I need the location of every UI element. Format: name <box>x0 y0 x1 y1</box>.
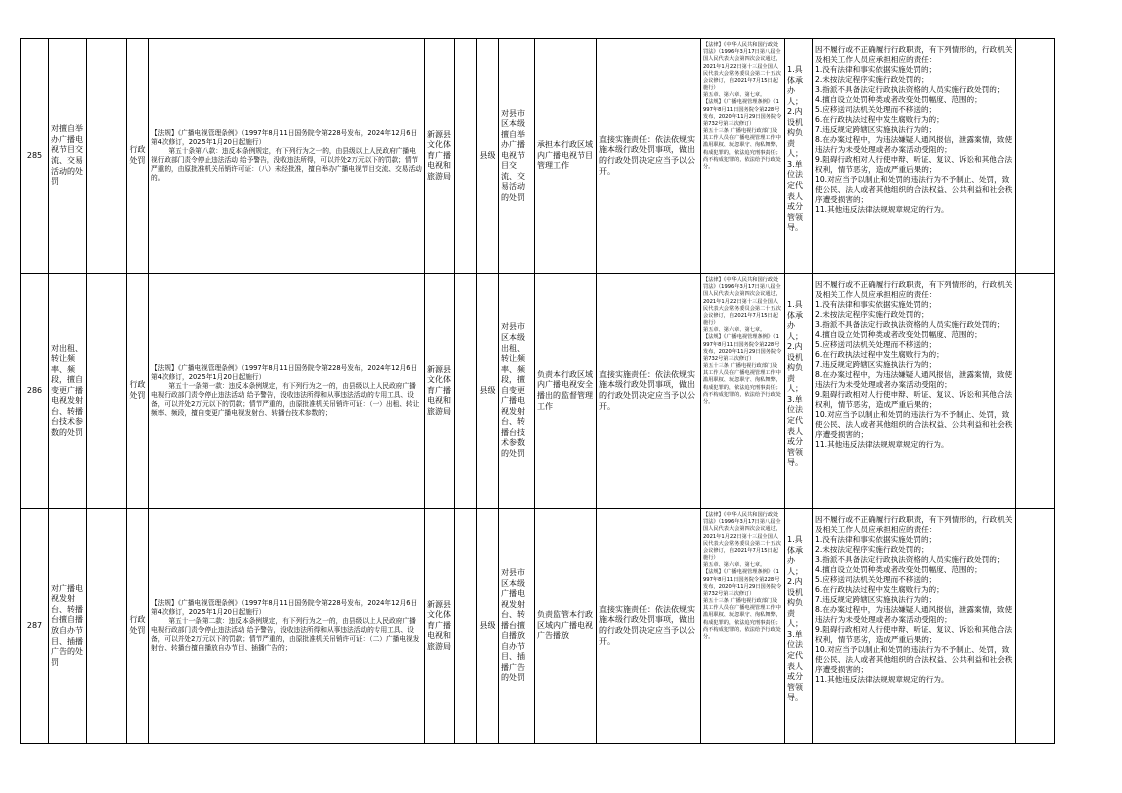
basis-paragraph: 【法规】《广播电视管理条例》（1997年8月11日国务院令第228号发布，2024年12月6日第4次修订，2025年1月20日起施行） <box>151 129 418 147</box>
responsibility-item: 直接实施责任：依法依规实施本级行政处罚事项，做出的行政处罚决定应当予以公开。 <box>597 509 701 744</box>
accountability-law <box>701 39 785 274</box>
subject-line: 3.单位法定代表人或分管领导。 <box>787 394 803 468</box>
responsible-subjects <box>785 39 813 274</box>
blank-cell <box>87 274 127 509</box>
item-name: 对广播电视发射台、转播台擅自播放自办节目、插播广告的处罚 <box>49 509 87 744</box>
accountability-line: 8.在办案过程中，为违法嫌疑人通风报信，泄露案情，致使违法行为未受处理或者办案活动受阻的； <box>815 135 1013 155</box>
accountability-line: 10.对应当予以制止和处罚的违法行为不予制止、处罚，致使公民、法人或者其他组织的合法权益、公共利益和社会秩序遭受损害的； <box>815 645 1013 675</box>
law-paragraph: 【法律】《中华人民共和国行政处罚法》（1996年3月17日第八届全国人民代表大会第四次会议通过，2021年1月22日第十三届全国人民代表大会常务委员会第二十五次会议修订，自2021年7月15日起施行） <box>703 512 781 562</box>
remarks-cell <box>1016 274 1055 509</box>
exercise-level: 县级 <box>477 39 499 274</box>
legal-basis <box>149 509 425 744</box>
accountability-line: 7.违反规定跨辖区实施执法行为的； <box>815 360 937 370</box>
basis-paragraph: 第五十条第八款：违反本条例规定，有下列行为之一的，由县级以上人民政府广播电视行政部门责令停止违法活动 给予警告，没收违法所得，可以并处2万元以下的罚款；情节严重的，由原批准机关吊销许可证：（八）未经批准，擅自举办广播电视节目交流、交易活动的。 <box>151 147 422 182</box>
accountability-line: 因不履行或不正确履行行政职责，有下列情形的，行政机关及相关工作人员应承担相应的责任： <box>815 45 1013 65</box>
table-row <box>21 39 1055 274</box>
accountability-line: 6.在行政执法过程中发生腐败行为的； <box>815 585 944 595</box>
basis-paragraph: 第五十一条第二款：违反本条例规定，有下列行为之一的，由县级以上人民政府广播电视行政部门责令停止违法活动 给予警告，没收违法所得和从事违法活动的专用工具、设备，可以并处2万元以下的罚款；情节严重的，由原批准机关吊销许可证：（二）广播电视发射台、转播台擅自播放自办节目、插播广告的； <box>151 617 420 652</box>
accountability-line: 1.没有法律和事实依据实施处罚的； <box>815 535 937 545</box>
subject-line: 2.内设机构负责人； <box>787 342 803 394</box>
legal-basis <box>149 39 425 274</box>
accountability-line: 7.违反规定跨辖区实施执法行为的； <box>815 125 937 135</box>
law-paragraph: 【法律】《中华人民共和国行政处罚法》（1996年3月17日第八届全国人民代表大会第四次会议通过，2021年1月22日第十三届全国人民代表大会常务委员会第二十五次会议修订，自2021年7月15日起施行） <box>703 277 781 327</box>
accountability-line: 10.对应当予以制止和处罚的违法行为不予制止、处罚，致使公民、法人或者其他组织的合法权益、公共利益和社会秩序遭受损害的； <box>815 175 1013 205</box>
table-row <box>21 509 1055 744</box>
accountability-line: 4.擅自设立处罚种类或者改变处罚幅度、范围的； <box>815 565 982 575</box>
accountability-line: 2.未按法定程序实施行政处罚的； <box>815 310 929 320</box>
responsible-subjects <box>785 509 813 744</box>
accountability-line: 9.阻碍行政相对人行使申辩、听证、复议、诉讼和其他合法权利，情节恶劣，造成严重后果的； <box>815 625 1013 645</box>
accountability-line: 4.擅自设立处罚种类或者改变处罚幅度、范围的； <box>815 95 982 105</box>
accountability-line: 5.应移送司法机关处理而不移送的； <box>815 105 937 115</box>
row-number: 287 <box>21 509 49 744</box>
responsibility-item: 直接实施责任：依法依规实施本级行政处罚事项，做出的行政处罚决定应当予以公开。 <box>597 274 701 509</box>
law-paragraph: 【法规】《广播电视管理条例》（1997年8月11日国务院令第228号发布，2020年11月29日国务院令第732号第三次修订） <box>703 99 782 127</box>
accountability-law <box>701 509 785 744</box>
law-paragraph: 【法规】《广播电视管理条例》（1997年8月11日国务院令第228号发布，2020年11月29日国务院令第732号第三次修订） <box>703 569 782 597</box>
accountability-line: 1.没有法律和事实依据实施处罚的； <box>815 300 937 310</box>
accountability-line: 9.阻碍行政相对人行使申辩、听证、复议、诉讼和其他合法权利，情节恶劣，造成严重后果的； <box>815 155 1013 175</box>
basis-paragraph: 【法规】《广播电视管理条例》（1997年8月11日国务院令第228号发布，2024年12月6日第4次修订，2025年1月20日起施行） <box>151 599 418 617</box>
accountability-line: 1.没有法律和事实依据实施处罚的； <box>815 65 937 75</box>
power-type: 行政处罚 <box>127 509 149 744</box>
law-paragraph: 第五十三条 广播电视行政部门及其工作人员在广播电视管理工作中滥用职权、玩忽职守、徇私舞弊，构成犯罪的，依法追究刑事责任；尚不构成犯罪的，依法给予行政处分。 <box>703 128 781 170</box>
accountability-line: 11.其他违反法律法规规章规定的行为。 <box>815 675 949 685</box>
remarks-cell <box>1016 39 1055 274</box>
responsible-subjects <box>785 274 813 509</box>
subject-line: 3.单位法定代表人或分管领导。 <box>787 159 803 233</box>
accountability-line: 因不履行或不正确履行行政职责，有下列情形的，行政机关及相关工作人员应承担相应的责任： <box>815 280 1013 300</box>
accountability-line: 10.对应当予以制止和处罚的违法行为不予制止、处罚，致使公民、法人或者其他组织的合法权益、公共利益和社会秩序遭受损害的； <box>815 410 1013 440</box>
law-paragraph: 第五十三条 广播电视行政部门及其工作人员在广播电视管理工作中滥用职权、玩忽职守、徇私舞弊，构成犯罪的，依法追究刑事责任；尚不构成犯罪的，依法给予行政处分。 <box>703 598 781 640</box>
item-name: 对擅自举办广播电视节目交流、交易活动的处罚 <box>49 39 87 274</box>
implementing-department: 新源县文化体育广播电视和旅游局 <box>425 509 455 744</box>
accountability-line: 2.未按法定程序实施行政处罚的； <box>815 75 929 85</box>
exercise-level: 县级 <box>477 509 499 744</box>
accountability-situations <box>813 509 1016 744</box>
law-paragraph: 第五章、第六章、第七章。 <box>703 327 766 334</box>
accountability-line: 7.违反规定跨辖区实施执法行为的； <box>815 595 937 605</box>
accountability-law <box>701 274 785 509</box>
row-number: 285 <box>21 39 49 274</box>
legal-basis <box>149 274 425 509</box>
implementing-department: 新源县文化体育广播电视和旅游局 <box>425 274 455 509</box>
responsibility-item: 直接实施责任：依法依规实施本级行政处罚事项，做出的行政处罚决定应当予以公开。 <box>597 39 701 274</box>
power-type: 行政处罚 <box>127 39 149 274</box>
accountability-line: 因不履行或不正确履行行政职责，有下列情形的，行政机关及相关工作人员应承担相应的责任： <box>815 515 1013 535</box>
subject-line: 3.单位法定代表人或分管领导。 <box>787 629 803 703</box>
implementing-department: 新源县文化体育广播电视和旅游局 <box>425 39 455 274</box>
responsibility-content: 负责监管本行政区域内广播电视广告播放 <box>535 509 597 744</box>
responsibility-content: 负责本行政区域内广播电视安全播出的监督管理工作 <box>535 274 597 509</box>
accountability-line: 3.指派不具备法定行政执法资格的人员实施行政处罚的； <box>815 320 1005 330</box>
item-name: 对出租、转让频率、频段，擅自变更广播电视发射台、转播台技术参数的处罚 <box>49 274 87 509</box>
responsibility-content: 承担本行政区域内广播电视节目管理工作 <box>535 39 597 274</box>
blank-cell <box>455 39 477 274</box>
subject-line: 1.具体承办人； <box>787 65 803 106</box>
blank-cell <box>87 509 127 744</box>
accountability-situations <box>813 274 1016 509</box>
power-type: 行政处罚 <box>127 274 149 509</box>
accountability-line: 4.擅自设立处罚种类或者改变处罚幅度、范围的； <box>815 330 982 340</box>
accountability-line: 5.应移送司法机关处理而不移送的； <box>815 575 937 585</box>
subject-line: 2.内设机构负责人； <box>787 577 803 629</box>
exercise-level: 县级 <box>477 274 499 509</box>
blank-cell <box>87 39 127 274</box>
basis-paragraph: 第五十一条第一款：违反本条例规定，有下列行为之一的，由县级以上人民政府广播电视行政部门责令停止违法活动 给予警告，没收违法所得和从事违法活动的专用工具、设备，可以并处2万元以下的罚款；情节严重的，由原批准机关吊销许可证：（一）出租、转让频率、频段，擅自变更广播电视发射台、转播台技术参数的； <box>151 382 420 417</box>
accountability-line: 9.阻碍行政相对人行使申辩、听证、复议、诉讼和其他合法权利，情节恶劣，造成严重后果的； <box>815 390 1013 410</box>
implementation-scope: 对县市区本级擅自举办广播电视节目交流、交易活动的处罚 <box>499 39 535 274</box>
law-paragraph: 第五章、第六章、第七章。 <box>703 92 766 99</box>
accountability-line: 6.在行政执法过程中发生腐败行为的； <box>815 115 944 125</box>
accountability-line: 8.在办案过程中，为违法嫌疑人通风报信，泄露案情，致使违法行为未受处理或者办案活动受阻的； <box>815 370 1013 390</box>
blank-cell <box>455 274 477 509</box>
accountability-line: 3.指派不具备法定行政执法资格的人员实施行政处罚的； <box>815 85 1005 95</box>
accountability-line: 3.指派不具备法定行政执法资格的人员实施行政处罚的； <box>815 555 1005 565</box>
subject-line: 2.内设机构负责人； <box>787 107 803 159</box>
law-paragraph: 【法律】《中华人民共和国行政处罚法》（1996年3月17日第八届全国人民代表大会第四次会议通过，2021年1月22日第十三届全国人民代表大会常务委员会第二十五次会议修订，自2021年7月15日起施行） <box>703 42 781 92</box>
accountability-line: 11.其他违反法律法规规章规定的行为。 <box>815 205 949 215</box>
implementation-scope: 对县市区本级广播电视发射台、转播台擅自播放自办节目、插播广告的处罚 <box>499 509 535 744</box>
accountability-line: 6.在行政执法过程中发生腐败行为的； <box>815 350 944 360</box>
accountability-line: 5.应移送司法机关处理而不移送的； <box>815 340 937 350</box>
subject-line: 1.具体承办人； <box>787 300 803 341</box>
accountability-line: 2.未按法定程序实施行政处罚的； <box>815 545 929 555</box>
law-paragraph: 【法规】《广播电视管理条例》（1997年8月11日国务院令第228号发布，2020年11月29日国务院令第732号第三次修订） <box>703 334 782 362</box>
table-row <box>21 274 1055 509</box>
implementation-scope: 对县市区本级出租、转让频率、频段，擅自变更广播电视发射台、转播台技术参数的处罚 <box>499 274 535 509</box>
law-paragraph: 第五十三条 广播电视行政部门及其工作人员在广播电视管理工作中滥用职权、玩忽职守、徇私舞弊，构成犯罪的，依法追究刑事责任；尚不构成犯罪的，依法给予行政处分。 <box>703 363 781 405</box>
remarks-cell <box>1016 509 1055 744</box>
basis-paragraph: 【法规】《广播电视管理条例》（1997年8月11日国务院令第228号发布，2024年12月6日第4次修订，2025年1月20日起施行） <box>151 364 418 382</box>
law-paragraph: 第五章、第六章、第七章。 <box>703 562 766 569</box>
accountability-situations <box>813 39 1016 274</box>
row-number: 286 <box>21 274 49 509</box>
subject-line: 1.具体承办人； <box>787 535 803 576</box>
power-list-table <box>20 38 1055 744</box>
blank-cell <box>455 509 477 744</box>
accountability-line: 8.在办案过程中，为违法嫌疑人通风报信，泄露案情，致使违法行为未受处理或者办案活动受阻的； <box>815 605 1013 625</box>
accountability-line: 11.其他违反法律法规规章规定的行为。 <box>815 440 949 450</box>
